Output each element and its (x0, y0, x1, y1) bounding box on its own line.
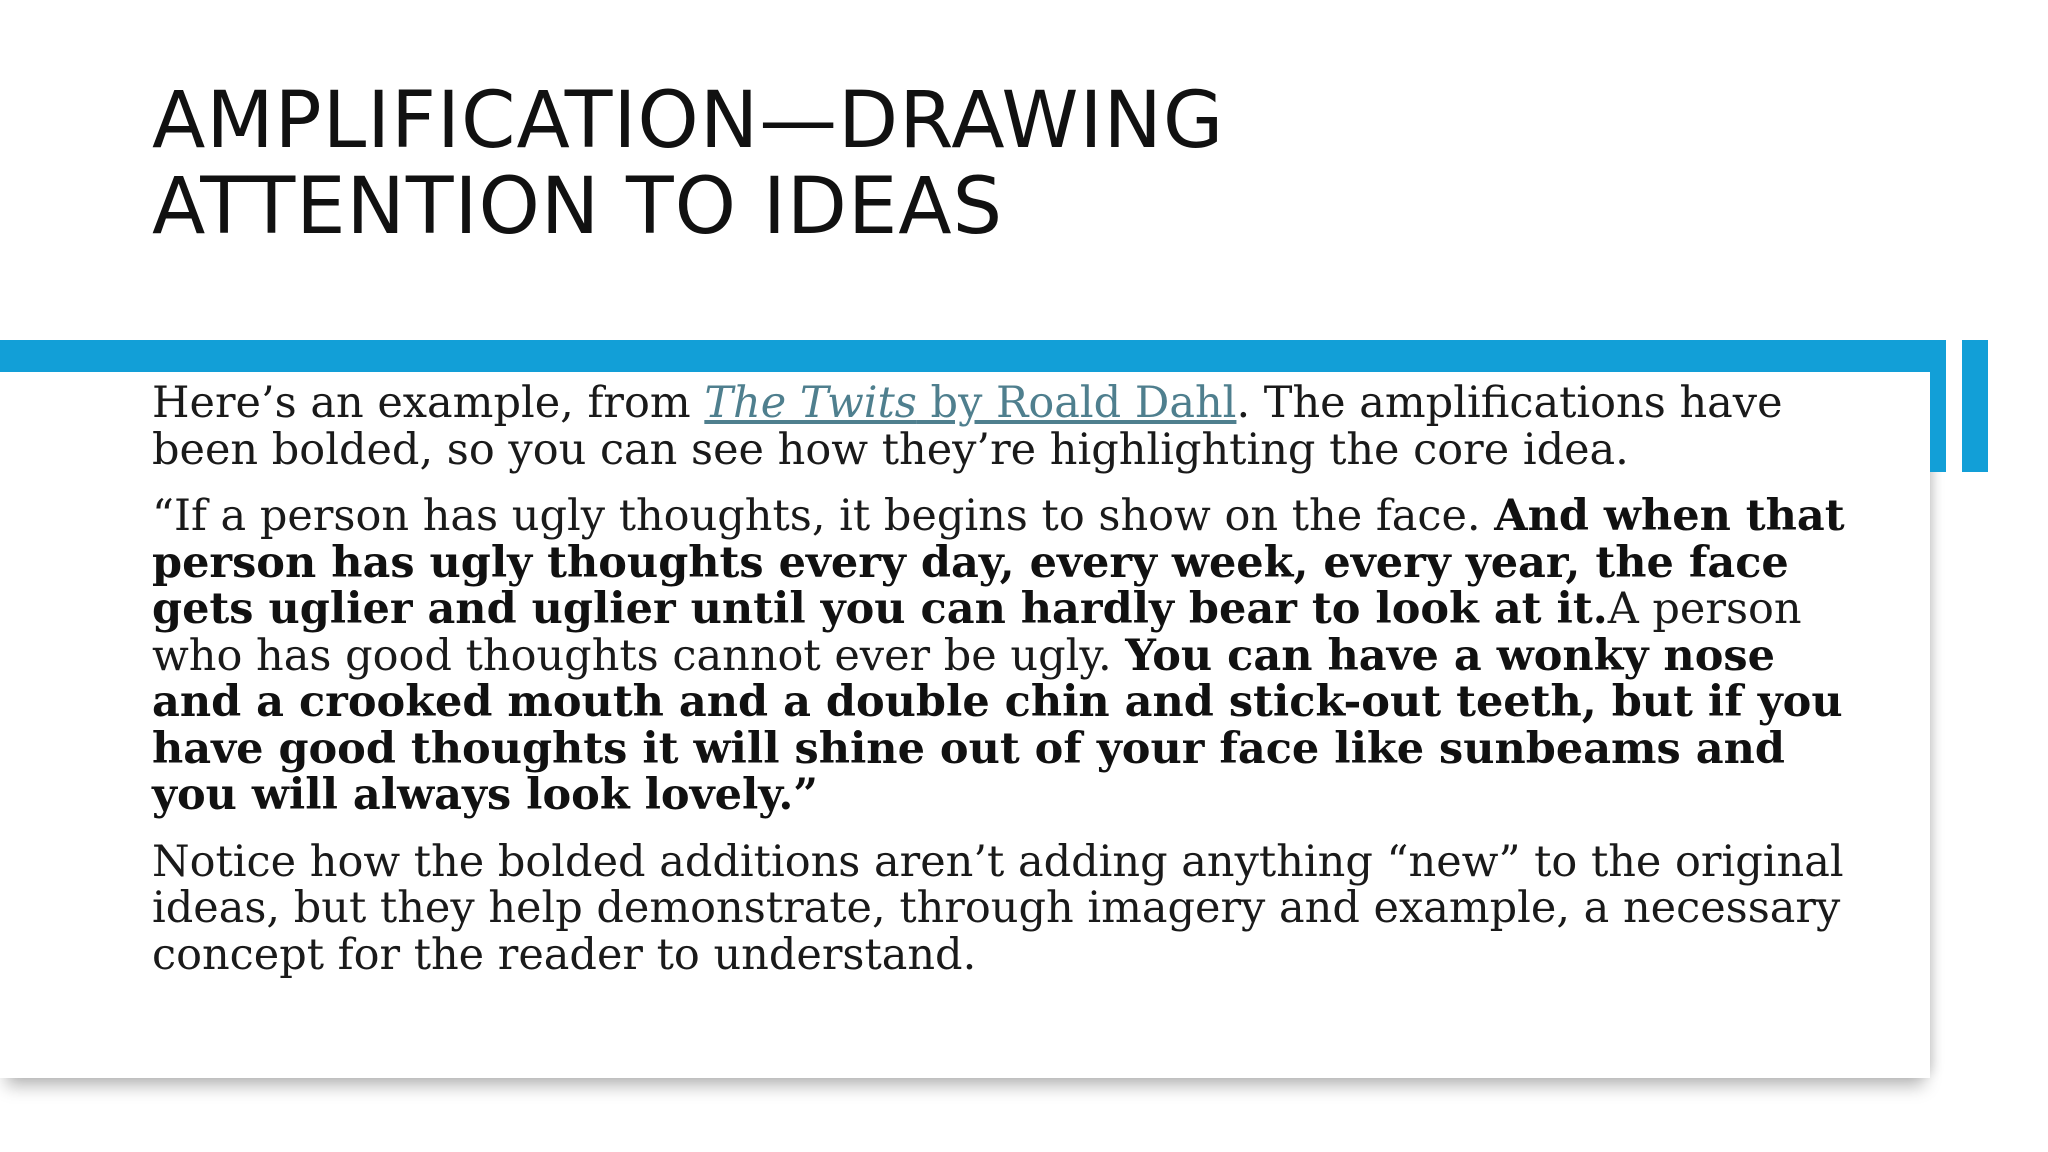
quote-bold-2: You can have a wonky nose and a crooked mouth and a double chin and stick-out teeth, but if you have good thoughts it will shine out of your face like sunbeams and you will always look lovely.” (152, 630, 1843, 820)
slide-title-line-1: AMPLIFICATION—DRAWING (152, 76, 1225, 166)
paragraph-quote (152, 493, 1852, 819)
quote-text-1: “If a person has ugly thoughts, it begins to show on the face. (152, 491, 1495, 541)
quote-bold-1: And when that person has ugly thoughts every day, every week, every year, the face gets uglier and uglier until you can hardly bear to look at it. (152, 491, 1845, 634)
slide-title (152, 78, 1652, 250)
book-link[interactable] (704, 378, 1236, 428)
book-link-title: The Twits (704, 378, 917, 428)
paragraph-intro (152, 380, 1852, 473)
paragraph-notice: Notice how the bolded additions aren’t adding anything “new” to the original ideas, but they help demonstrate, through imagery and example, a necessary concept for the reader to understand. (152, 836, 1844, 980)
accent-bar-right-inner (1930, 340, 1946, 472)
slide-body (152, 380, 1852, 998)
accent-bar-top (0, 340, 1946, 372)
slide-title-line-2: ATTENTION TO IDEAS (152, 162, 1004, 252)
accent-bar-right-outer (1962, 340, 1988, 472)
intro-suffix: . The amplifications have been bolded, so you can see how they’re highlighting the core idea. (152, 378, 1783, 475)
book-link-author: by Roald Dahl (916, 378, 1237, 428)
intro-prefix: Here’s an example, from (152, 378, 705, 428)
quote-text-2: A person who has good thoughts cannot ever be ugly. (152, 584, 1802, 681)
